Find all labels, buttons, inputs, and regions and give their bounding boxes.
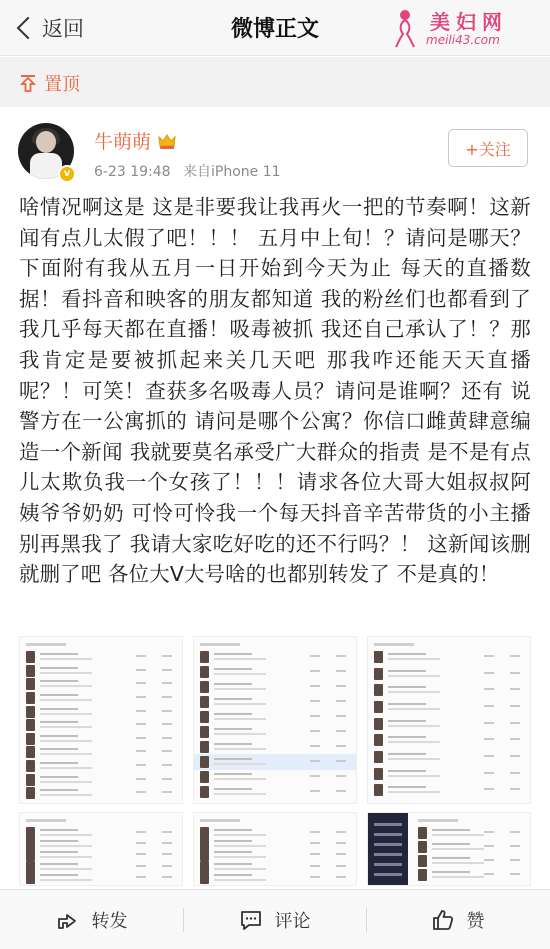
post-date: 6-23 19:48 [94,164,171,180]
post-image-5[interactable] [193,812,357,886]
nav-bar [0,0,550,56]
watermark-url: meili43.com [426,33,500,47]
post-image-1[interactable] [19,636,183,804]
watermark-figure-icon [390,8,420,48]
post-image-2[interactable] [193,636,357,804]
thumbs-up-icon [431,908,455,932]
repost-label: 转发 [91,911,128,932]
pin-top-label: 置顶 [44,74,80,95]
post-image-6[interactable] [367,812,531,886]
author-name[interactable]: 牛萌萌 [94,131,152,153]
page-title: 微博正文 [230,17,319,42]
like-label: 赞 [466,911,485,932]
site-watermark [386,6,536,50]
post-image-4[interactable] [19,812,183,886]
repost-icon [56,908,80,932]
vip-crown-icon [157,132,177,150]
comment-label: 评论 [274,911,311,932]
post-image-grid [19,636,531,886]
post-meta [94,161,289,181]
watermark-title: 美妇网 [430,10,508,34]
back-label: 返回 [42,17,84,41]
post-source: 来自iPhone 11 [183,164,281,180]
pin-top-button[interactable] [18,70,80,96]
pin-top-icon [18,73,38,93]
post-text: 啥情况啊这是 这是非要我让我再火一把的节奏啊！这新闻有点儿太假了吧！！！ 五月中上旬！？请问是哪天？下面附有我从五月一日开始到今天为止 每天的直播数据！看抖音和映客的朋友都知道 我的粉丝们也都看到了 我几乎每天都在直播！吸毒被抓 我还自己承认了！？那我肯定是要被抓起来关几天吧 那我咋还能天天直播呢？！可笑！查获多名吸毒人员？请问是谁啊？还有 说警方在一公寓抓的 请问是哪个公寓？你信口雌黄肆意编造一个新闻 我就要莫名承受广大群众的指责 是不是有点儿太欺负我一个女孩了！！！请求各位大哥大姐叔叔阿姨爷爷奶奶 可怜可怜我一个每天抖音辛苦带货的小主播 别再黑我了 我请大家吃好吃的还不行吗？！ 这新闻该删就删了吧 各位大V大号啥的也都别转发了 不是真的！ [19,195,531,587]
pinned-bar [0,57,550,107]
post-header [0,107,550,187]
action-bar [0,889,550,949]
like-button[interactable] [366,890,549,949]
follow-label: +关注 [465,139,511,159]
post-image-3[interactable] [367,636,531,804]
comment-icon [239,908,263,932]
verified-badge-icon: v [58,165,76,183]
repost-button[interactable] [0,890,183,949]
follow-button[interactable] [448,129,528,167]
author-name-row[interactable] [94,127,177,154]
comment-button[interactable] [183,890,366,949]
